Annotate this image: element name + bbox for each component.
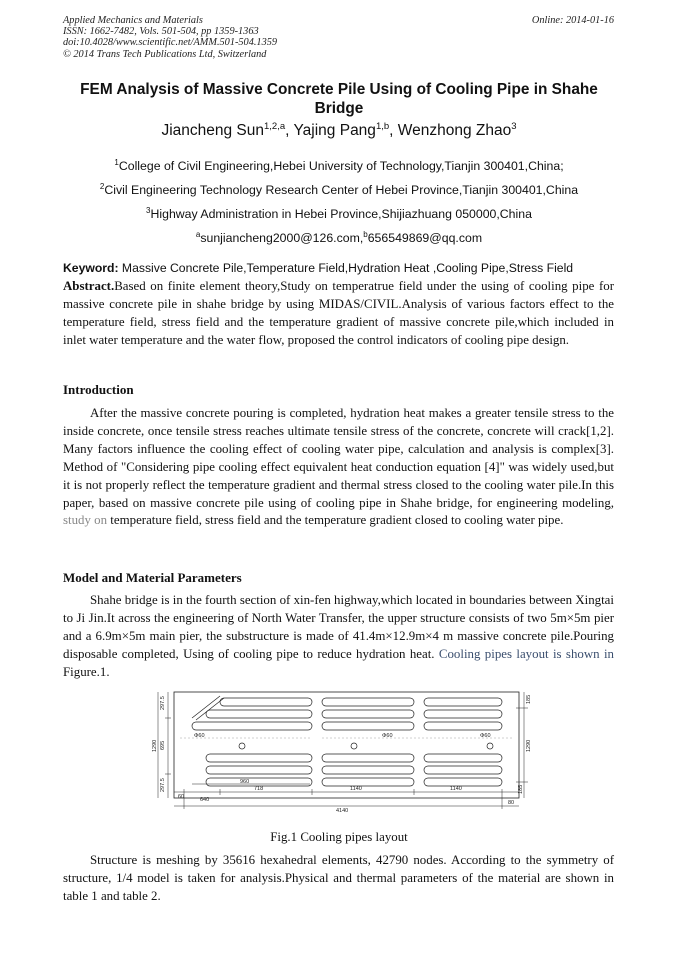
email-sup: a xyxy=(195,230,201,239)
pile-outline xyxy=(174,692,519,798)
pipe-loop xyxy=(206,754,312,762)
pipe-diameter-label: Φ60 xyxy=(480,733,491,739)
pipe-loop xyxy=(322,754,414,762)
email-sup: b xyxy=(363,230,368,239)
dim-right-total: 1290 xyxy=(526,739,532,752)
affiliation-2 xyxy=(0,183,678,197)
intro-paragraph xyxy=(63,405,614,530)
online-date: Online: 2014-01-16 xyxy=(531,15,614,26)
author-sup: 3 xyxy=(511,121,517,132)
abstract xyxy=(63,278,614,350)
author-sep: , xyxy=(389,122,398,139)
dim-left-top: 297.5 xyxy=(160,696,166,710)
author-name: Wenzhong Zhao xyxy=(397,122,512,139)
pipe-loop xyxy=(220,698,312,706)
affiliation-sup: 2 xyxy=(99,182,105,191)
dim-left-mid: 695 xyxy=(160,740,166,750)
pipe-loop xyxy=(424,766,502,774)
dim-bottom-640: 640 xyxy=(200,797,210,803)
bottom-dimension xyxy=(174,784,519,809)
dim-right-bottom: 185 xyxy=(518,784,524,794)
abstract-text: Based on finite element theory,Study on temperatrue field under the using of cooling pipe for massive concrete pile in shahe bridge by using MIDAS/CIVIL.Analysis of various factors effect to the temperature field, stress field and the temperature gradient of massive concrete pile,which included in inlet water temperature and the water flow, proposed the control indicators of cooling pipe design. xyxy=(63,279,614,347)
dim-bottom-1140a: 1140 xyxy=(350,786,362,792)
pipe-loop xyxy=(206,710,312,718)
pipe-loop xyxy=(322,698,414,706)
affiliation-sup: 3 xyxy=(146,206,151,215)
author-sep: , xyxy=(285,122,294,139)
author-sup: 1,b xyxy=(375,121,390,132)
affiliation-3 xyxy=(0,207,678,221)
affiliation-text: Civil Engineering Technology Research Center of Hebei Province,Tianjin 300401,China xyxy=(104,183,579,197)
pipe-loop xyxy=(424,722,502,730)
keywords-label: Keyword: xyxy=(63,261,119,275)
pipe-loops-upper xyxy=(192,698,502,730)
pipe-loop xyxy=(424,754,502,762)
pipe-outlet-circle xyxy=(351,743,357,749)
intro-text-end: temperature field, stress field and the temperature gradient closed to cooling water pipe. xyxy=(110,513,564,528)
dim-bottom-718: 718 xyxy=(254,786,264,792)
dim-left-total: 1290 xyxy=(152,739,158,752)
intro-text: After the massive concrete pouring is completed, hydration heat makes a greater tensile stress to the inside concrete, once tensile stress reaches ultimate tensile stress of the concrete, concrete will crack[1,2]. Many factors influence the cooling effect of cooling water pipe, calculation and analysis is complex[3]. Method of "Considering pipe cooling effect equivalent heat conduction equation [4]" was widely used,but it is not properly reflect the temperature gradient and thermal stress closed to the cooling water pile.In this paper, based on massive concrete pile using of cooling pipe in Shahe bridge, for engineering modeling, xyxy=(63,406,614,510)
pipe-outlet-circle xyxy=(487,743,493,749)
author-list xyxy=(0,122,678,140)
pipe-loop xyxy=(206,766,312,774)
pipe-outlets xyxy=(239,743,493,749)
email-line xyxy=(0,231,678,245)
keywords-text: Massive Concrete Pile,Temperature Field,Hydration Heat ,Cooling Pipe,Stress Field xyxy=(121,261,574,275)
pipe-loop xyxy=(322,778,414,786)
dim-left-bottom: 297.5 xyxy=(160,778,166,792)
figure-reference-text: Cooling pipes layout is shown in xyxy=(438,646,614,661)
abstract-label: Abstract. xyxy=(63,279,115,293)
model-heading: Model and Material Parameters xyxy=(63,570,242,585)
keywords xyxy=(63,261,573,275)
pipe-loop xyxy=(322,766,414,774)
figure-reference: Figure.1. xyxy=(63,664,110,679)
email-b[interactable]: 656549869@qq.com xyxy=(367,231,483,245)
dim-right-top: 185 xyxy=(526,694,532,704)
cooling-pipes-figure xyxy=(150,688,530,816)
affiliation-sup: 1 xyxy=(114,158,119,167)
pipe-diameter-label: Φ60 xyxy=(194,733,205,739)
dim-bottom-60: 60 xyxy=(178,794,185,800)
pipe-loop xyxy=(424,698,502,706)
author-name: Jiancheng Sun xyxy=(161,122,264,139)
mesh-paragraph: Structure is meshing by 35616 hexahedral elements, 42790 nodes. According to the symmetry of structure, 1/4 model is taken for analysis.Physical and thermal parameters of the material are shown in table 1 and table 2. xyxy=(63,853,614,903)
issn-line: ISSN: 1662-7482, Vols. 501-504, pp 1359-1363 xyxy=(63,26,259,38)
journal-header xyxy=(63,15,277,60)
pipe-loop xyxy=(322,722,414,730)
dim-bottom-1140b: 1140 xyxy=(450,786,462,792)
intro-heading: Introduction xyxy=(63,382,134,397)
email-a[interactable]: sunjiancheng2000@126.com, xyxy=(200,231,364,245)
figure-caption: Fig.1 Cooling pipes layout xyxy=(270,830,408,844)
pipe-diameter-label: Φ60 xyxy=(382,733,393,739)
author-name: Yajing Pang xyxy=(293,122,376,139)
paper-title: FEM Analysis of Massive Concrete Pile Using of Cooling Pipe in Shahe Bridge xyxy=(80,81,598,117)
pipe-loop xyxy=(192,722,312,730)
doi-line: doi:10.4028/www.scientific.net/AMM.501-504.1359 xyxy=(63,37,278,49)
affiliation-text: College of Civil Engineering,Hebei University of Technology,Tianjin 300401,China; xyxy=(118,159,564,173)
intro-marked-text: study on xyxy=(63,513,108,528)
pipe-loop xyxy=(322,710,414,718)
affiliation-1 xyxy=(0,159,678,173)
model-paragraph xyxy=(63,592,614,682)
pipe-loop xyxy=(424,710,502,718)
dim-bottom-80: 80 xyxy=(508,800,515,806)
pipe-loop xyxy=(206,778,312,786)
dim-total: 4140 xyxy=(336,808,349,814)
pipe-outlet-circle xyxy=(239,743,245,749)
model-text: Shahe bridge is in the fourth section of xin-fen highway,which located in boundaries between Xingtai to Ji Jin.It across the engineering of North Water Transfer, the upper structure consists of two 5m×5m pier and a 6.9m×5m main pier, the substructure is made of 41.4m×12.9m×4 m massive concrete pile.Pouring disposable completed, Using of cooling pipe to reduce hydration heat. xyxy=(63,593,614,661)
affiliation-text: Highway Administration in Hebei Province,Shijiazhuang 050000,China xyxy=(150,207,532,221)
copyright-line: © 2014 Trans Tech Publications Ltd, Switzerland xyxy=(63,48,267,60)
pipe-loops-lower xyxy=(206,754,502,786)
dim-960: 960 xyxy=(240,779,250,785)
journal-name: Applied Mechanics and Materials xyxy=(63,15,203,26)
pipe-loop xyxy=(424,778,502,786)
author-sup: 1,2,a xyxy=(264,121,286,132)
